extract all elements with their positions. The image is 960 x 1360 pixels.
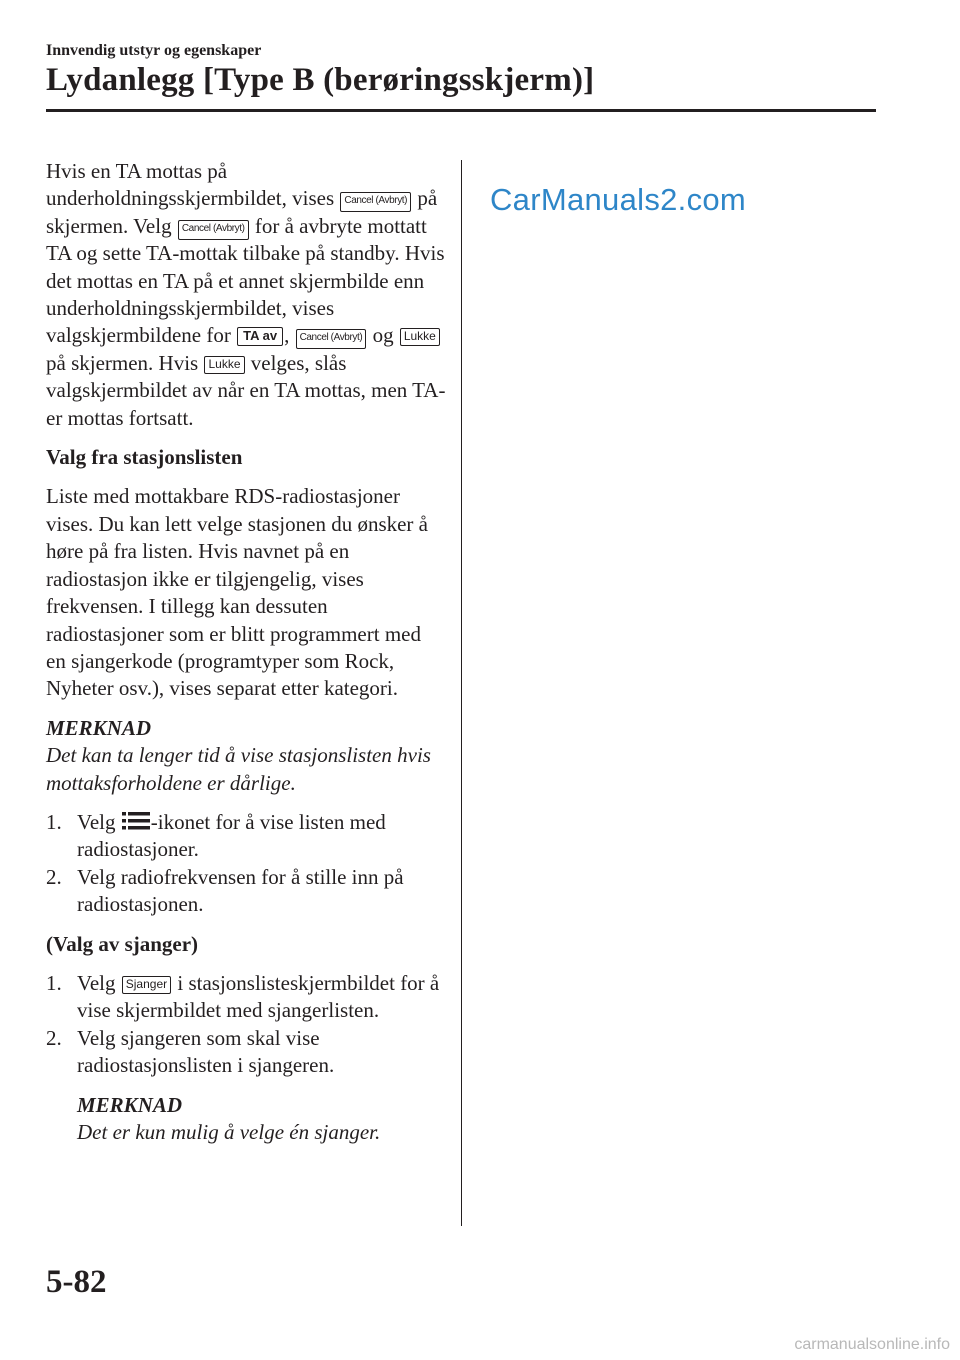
heading-genre: (Valg av sjanger) [46,931,199,956]
cancel-button[interactable]: Cancel (Avbryt) [296,329,367,349]
page-number: 5-82 [46,1264,107,1300]
note-text: Det kan ta lenger tid å vise stasjonslisten hvis mottaksforholdene er dårlige. [46,743,431,795]
ta-paragraph: Hvis en TA mottas på underholdningsskjermbildet, vises Cancel (Avbryt) på skjermen. Velg Cancel (Avbryt) for å avbryte mottatt TA og sette TA-mottak tilbake på standby. Hvis det mottas en TA på et annet skjermbilde enn underholdningsskjermbildet, vises valgskjermbildene for TA av , Cancel (Avbryt) og Lukke på skjermen. Hvis Lukke velges, slås valgskjermbildet av når en TA mottas, men TA-er mottas fortsatt. [46,159,446,430]
list-icon[interactable] [122,810,150,832]
column-divider [461,160,462,1226]
watermark-link[interactable]: CarManuals2.com [490,182,747,217]
close-button[interactable]: Lukke [204,356,244,374]
note-text: Det er kun mulig å velge én sjanger. [77,1120,381,1144]
cancel-button[interactable]: Cancel (Avbryt) [178,220,249,240]
station-list-paragraph: Liste med mottakbare RDS-radiostasjoner vises. Du kan lett velge stasjonen du ønsker å høre på fra listen. Hvis navnet på en radiostasjon ikke er tilgjengelig, vises frekvensen. I tillegg kan dessuten radiostasjoner som er blitt programmert med en sjangerkode (programtyper som Rock, Nyheter osv.), vises separat etter kategori. [46,484,428,701]
list-item: 2. Velg radiofrekvensen for å stille inn på radiostasjonen. [46,864,404,917]
footer-watermark: carmanualsonline.info [794,1336,950,1353]
list-item: 1. Velg Sjanger i stasjonslisteskjermbildet for å vise skjermbildet med sjangerlisten. [46,970,440,1023]
ta-off-button[interactable]: TA av [237,327,283,346]
note-label: MERKNAD [46,715,152,740]
note-label: MERKNAD [77,1092,183,1117]
heading-station-list: Valg fra stasjonslisten [46,445,243,470]
list-item: 2. Velg sjangeren som skal vise radiostasjonslisten i sjangeren. [46,1025,335,1078]
cancel-button[interactable]: Cancel (Avbryt) [340,192,411,212]
close-button[interactable]: Lukke [400,328,440,346]
steps-station-list [46,809,446,919]
section-label: Innvendig utstyr og egenskaper [46,42,262,59]
list-item: 1. Velg -ikonet for å vise listen med radiostasjoner. [46,809,386,862]
title-rule [46,109,876,112]
left-column [46,158,446,1158]
note-block [46,1092,446,1147]
steps-genre [46,970,446,1080]
page-title: Lydanlegg [Type B (berøringsskjerm)] [46,62,595,98]
genre-button[interactable]: Sjanger [122,976,171,994]
